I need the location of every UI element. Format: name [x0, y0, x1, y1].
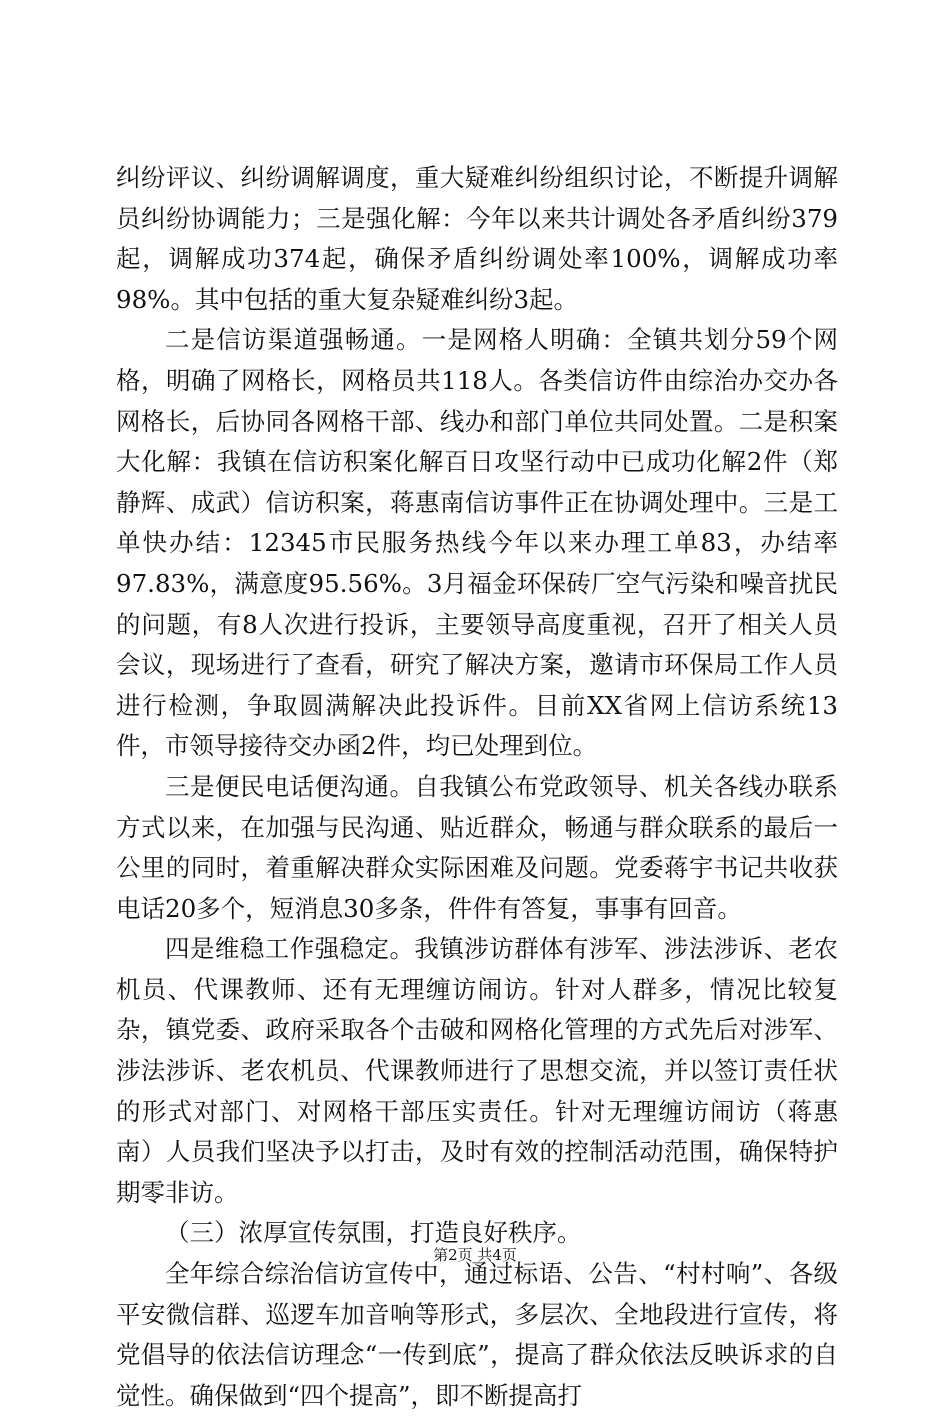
paragraph-publicity: 全年综合综治信访宣传中，通过标语、公告、“村村响”、各级平安微信群、巡逻车加音响等形式，多层次、全地段进行宣传，将党倡导的依法信访理念“一传到底”，提高了群众依法反映诉求的自觉性。确保做到“四个提高”，即不断提高打 — [116, 1259, 838, 1410]
document-body — [116, 158, 838, 1416]
paragraph-continuation: 纠纷评议、纠纷调解调度，重大疑难纠纷组织讨论，不断提升调解员纠纷协调能力；三是强化解：今年以来共计调处各矛盾纠纷379起，调解成功374起，确保矛盾纠纷调处率100%，调解成功率98%。其中包括的重大复杂疑难纠纷3起。 — [116, 163, 838, 314]
paragraph-hotline-communication: 三是便民电话便沟通。自我镇公布党政领导、机关各线办联系方式以来，在加强与民沟通、贴近群众，畅通与群众联系的最后一公里的同时，着重解决群众实际困难及问题。党委蒋宇书记共收获电话20多个，短消息30多条，件件有答复，事事有回音。 — [116, 771, 838, 923]
page-number-footer: 第2页 共4页 — [433, 1246, 517, 1264]
paragraph-petition-channels: 二是信访渠道强畅通。一是网格人明确：全镇共划分59个网格，明确了网格长，网格员共118人。各类信访件由综治办交办各网格长，后协同各网格干部、线办和部门单位共同处置。二是积案大化解：我镇在信访积案化解百日攻坚行动中已成功化解2件（郑静辉、成武）信访积案，蒋惠南信访事件正在协调处理中。三是工单快办结：12345市民服务热线今年以来办理工单83，办结率97.83%，满意度95.56%。3月福金环保砖厂空气污染和噪音扰民的问题，有8人次进行投诉，主要领导高度重视，召开了相关人员会议，现场进行了查看，研究了解决方案，邀请市环保局工作人员进行检测，争取圆满解决此投诉件。目前XX省网上信访系统13件，市领导接待交办函2件，均已处理到位。 — [116, 325, 838, 761]
section-heading-publicity: （三）浓厚宣传氛围，打造良好秩序。 — [165, 1218, 582, 1248]
paragraph-stability-work: 四是维稳工作强稳定。我镇涉访群体有涉军、涉法涉诉、老农机员、代课教师、还有无理缠访闹访。针对人群多，情况比较复杂，镇党委、政府采取各个击破和网格化管理的方式先后对涉军、涉法涉诉、老农机员、代课教师进行了思想交流，并以签订责任状的形式对部门、对网格干部压实责任。针对无理缠访闹访（蒋惠南）人员我们坚决予以打击，及时有效的控制活动范围，确保特护期零非访。 — [116, 934, 838, 1207]
